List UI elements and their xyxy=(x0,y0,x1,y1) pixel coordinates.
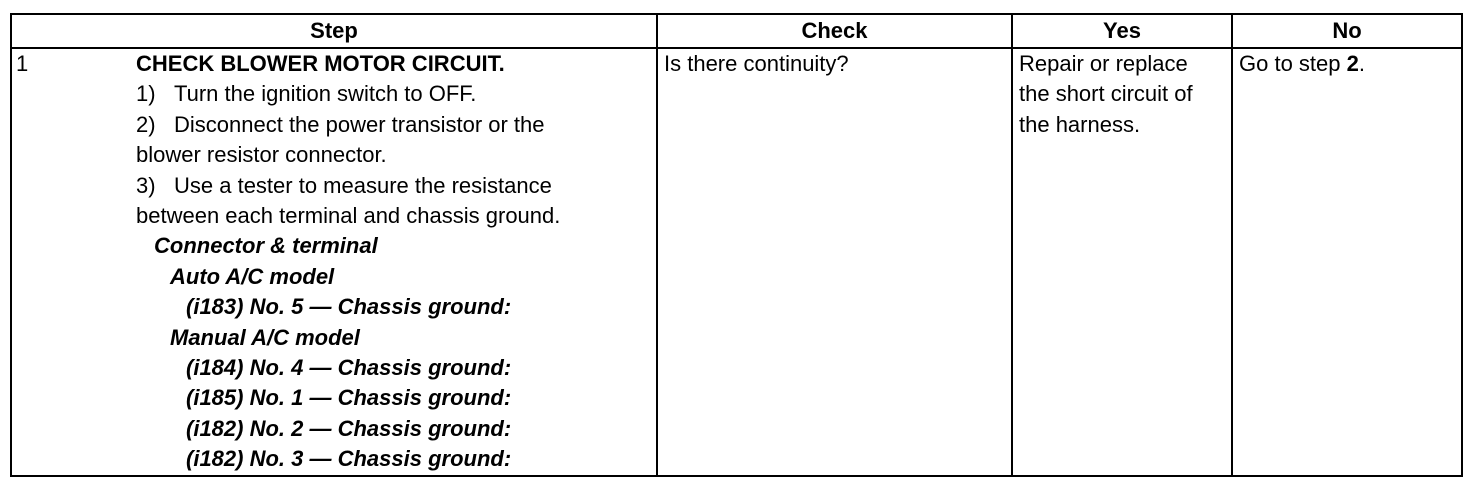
table-row xyxy=(11,48,1462,476)
step-title: CHECK BLOWER MOTOR CIRCUIT. xyxy=(136,51,505,76)
step-cell xyxy=(11,48,657,476)
sub-step-text-continued: blower resistor connector. xyxy=(136,142,387,168)
header-yes: Yes xyxy=(1012,14,1232,48)
yes-cell xyxy=(1012,48,1232,476)
diagnostic-table xyxy=(10,13,1463,477)
spec-item: (i183) No. 5 — Chassis ground: xyxy=(186,294,512,320)
spec-group-auto: Auto A/C model xyxy=(170,263,335,289)
yes-line: the harness. xyxy=(1019,111,1141,137)
yes-line: the short circuit of xyxy=(1019,81,1193,107)
no-text-prefix: Go to step xyxy=(1239,51,1347,76)
sub-step-number: 3) xyxy=(136,172,156,198)
spec-group-manual: Manual A/C model xyxy=(170,324,360,350)
header-step: Step xyxy=(11,14,657,48)
header-check: Check xyxy=(657,14,1012,48)
goto-step-number: 2 xyxy=(1346,51,1359,76)
sub-step-3 xyxy=(136,171,656,201)
check-text: Is there continuity? xyxy=(664,51,849,76)
sub-step-text-continued: between each terminal and chassis ground. xyxy=(136,203,561,229)
header-no: No xyxy=(1232,14,1462,48)
yes-line: Repair or replace xyxy=(1019,51,1188,76)
yes-text xyxy=(1013,49,1231,140)
sub-step-1 xyxy=(136,79,656,109)
sub-step-number: 2) xyxy=(136,111,156,137)
check-cell xyxy=(657,48,1012,476)
sub-step-text: Disconnect the power transistor or the xyxy=(174,111,545,137)
step-number: 1 xyxy=(16,51,29,76)
spec-item: (i184) No. 4 — Chassis ground: xyxy=(186,355,512,381)
no-text-suffix: . xyxy=(1358,51,1365,76)
spec-item: (i182) No. 3 — Chassis ground: xyxy=(186,446,512,472)
spec-item: (i185) No. 1 — Chassis ground: xyxy=(186,385,512,411)
spec-item: (i182) No. 2 — Chassis ground: xyxy=(186,415,512,441)
sub-step-number: 1) xyxy=(136,81,156,107)
sub-step-text: Use a tester to measure the resistance xyxy=(174,172,552,198)
header-row xyxy=(11,14,1462,48)
sub-step-text: Turn the ignition switch to OFF. xyxy=(174,81,477,107)
spec-heading: Connector & terminal xyxy=(154,233,378,259)
no-text xyxy=(1233,49,1461,79)
sub-step-2 xyxy=(136,110,656,140)
step-content xyxy=(136,49,656,475)
no-cell xyxy=(1232,48,1462,476)
